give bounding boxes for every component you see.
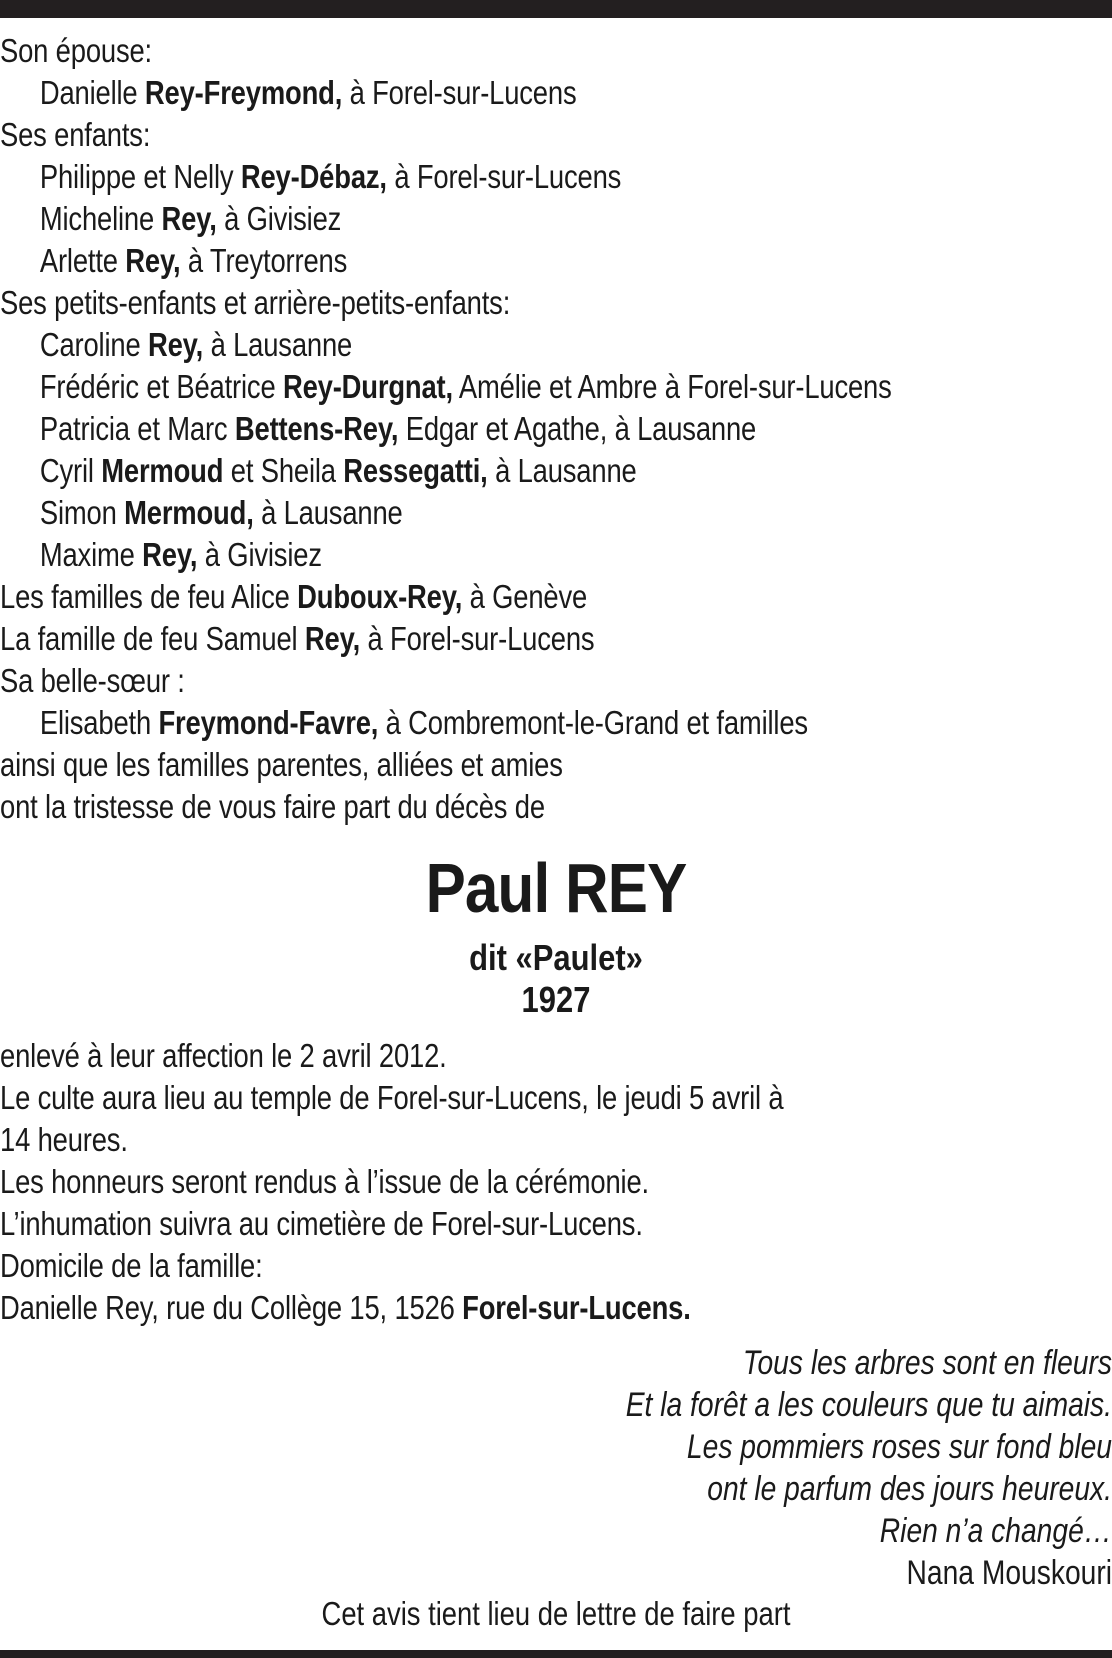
surname: Ressegatti, (343, 452, 488, 489)
child-line: Arlette Rey, à Treytorrens (39, 242, 348, 279)
surname: Rey, (142, 536, 198, 573)
bottom-rule (0, 1650, 1112, 1658)
sister-in-law-line: Elisabeth Freymond-Favre, à Combremont-le-Grand et familles (39, 704, 808, 741)
family-line: La famille de feu Samuel Rey, à Forel-sur-Lucens (0, 620, 595, 657)
detail-line: Le culte aura lieu au temple de Forel-sur-Lucens, le jeudi 5 avril à (0, 1079, 784, 1116)
footer-note: Cet avis tient lieu de lettre de faire part (321, 1595, 791, 1632)
poem-line: Les pommiers roses sur fond bleu (686, 1428, 1112, 1466)
surname: Freymond-Favre, (158, 704, 379, 741)
surname: Rey-Durgnat, (282, 368, 453, 405)
sister-in-law-label: Sa belle-sœur : (0, 662, 185, 699)
domicile-label: Domicile de la famille: (0, 1247, 263, 1284)
surname: Mermoud (101, 452, 224, 489)
grandchild-line: Patricia et Marc Bettens-Rey, Edgar et Agathe, à Lausanne (39, 410, 757, 447)
surname: Rey-Débaz, (240, 158, 387, 195)
poem-author: Nana Mouskouri (906, 1554, 1112, 1592)
poem-line: Tous les arbres sont en fleurs (742, 1344, 1112, 1382)
surname: Rey-Freymond, (144, 74, 343, 111)
child-line: Philippe et Nelly Rey-Débaz, à Forel-sur-Lucens (39, 158, 622, 195)
deceased-name: Paul REY (425, 849, 687, 927)
surname: Rey, (161, 200, 217, 237)
surname: Duboux-Rey, (297, 578, 463, 615)
children-label: Ses enfants: (0, 116, 151, 153)
detail-line: Les honneurs seront rendus à l’issue de la cérémonie. (0, 1163, 649, 1200)
poem-line: Rien n’a changé… (879, 1512, 1112, 1550)
surname: Mermoud, (124, 494, 254, 531)
grandchild-line: Maxime Rey, à Givisiez (39, 536, 322, 573)
spouse-label: Son épouse: (0, 32, 152, 69)
family-line: Les familles de feu Alice Duboux-Rey, à Genève (0, 578, 588, 615)
poem-line: Et la forêt a les couleurs que tu aimais. (625, 1386, 1112, 1424)
surname: Bettens-Rey, (234, 410, 399, 447)
detail-line: 14 heures. (0, 1121, 128, 1158)
ceremony-details (0, 1035, 1112, 1329)
address-line: Danielle Rey, rue du Collège 15, 1526 Forel-sur-Lucens. (0, 1289, 691, 1326)
grandchildren-label: Ses petits-enfants et arrière-petits-enfants: (0, 284, 511, 321)
child-line: Micheline Rey, à Givisiez (39, 200, 342, 237)
address-town: Forel-sur-Lucens. (462, 1289, 691, 1326)
surname: Rey, (125, 242, 181, 279)
grandchild-line: Caroline Rey, à Lausanne (39, 326, 353, 363)
deceased-year: 1927 (521, 979, 591, 1020)
deceased-nickname: dit «Paulet» (469, 937, 643, 978)
poem (0, 1342, 1112, 1594)
top-rule (0, 0, 1112, 18)
announce-line: ont la tristesse de vous faire part du décès de (0, 788, 545, 825)
detail-line: L’inhumation suivra au cimetière de Forel-sur-Lucens. (0, 1205, 643, 1242)
grandchild-line: Simon Mermoud, à Lausanne (39, 494, 403, 531)
spouse-line: Danielle Rey-Freymond, à Forel-sur-Lucens (39, 74, 577, 111)
poem-line: ont le parfum des jours heureux. (707, 1470, 1112, 1508)
family-list (0, 30, 1112, 828)
detail-line: enlevé à leur affection le 2 avril 2012. (0, 1037, 447, 1074)
surname: Rey, (304, 620, 361, 657)
surname: Rey, (147, 326, 204, 363)
grandchild-line: Cyril Mermoud et Sheila Ressegatti, à Lausanne (39, 452, 637, 489)
grandchild-line: Frédéric et Béatrice Rey-Durgnat, Amélie et Ambre à Forel-sur-Lucens (39, 368, 892, 405)
relatives-line: ainsi que les familles parentes, alliées et amies (0, 746, 563, 783)
